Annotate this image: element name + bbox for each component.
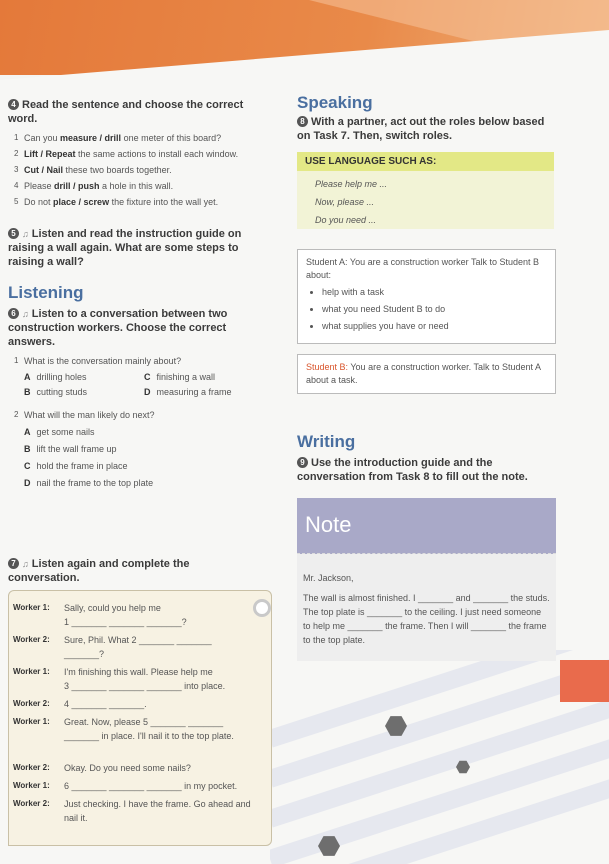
option[interactable]: A drilling holes: [24, 372, 87, 382]
task-8-instruction: 8 With a partner, act out the roles below based on Task 7. Then, switch roles.: [297, 116, 545, 142]
left-column: [8, 98, 270, 492]
question: 2 What will the man likely do next?: [14, 410, 155, 420]
task-4-list: [8, 131, 270, 209]
task-5-instruction: 5 ♫ Listen and read the instruction guide on raising a wall again. What are some steps to raising a wall?: [8, 228, 242, 268]
task-6-q1: [8, 354, 270, 368]
dialog-line: Worker 2: Sure, Phil. What 2 _______ _______ _______?: [13, 635, 212, 659]
dialog-line: Worker 2: Just checking. I have the frame. Go ahead and nail it.: [13, 799, 251, 823]
task-number-badge: 9: [297, 457, 308, 468]
task-number-badge: 7: [8, 558, 19, 569]
option[interactable]: A get some nails: [24, 427, 95, 437]
list-item: 1 Can you measure / drill one meter of this board?: [14, 133, 222, 143]
task-6-instruction: 6 ♫ Listen to a conversation between two construction workers. Choose the correct answers.: [8, 308, 228, 348]
list-item: • what supplies you have or need: [322, 320, 547, 333]
q2-options: [24, 424, 270, 492]
list-item: 5 Do not place / screw the fixture into the wall yet.: [14, 197, 219, 207]
dialog-line: Worker 1: Great. Now, please 5 _______ _______ _______ in place. I'll nail it to the top plate.: [13, 717, 234, 741]
language-box-heading: USE LANGUAGE SUCH AS:: [297, 152, 554, 171]
task-6-q2: [8, 408, 270, 422]
list-item: 2 Lift / Repeat the same actions to install each window.: [14, 149, 239, 159]
language-box: [297, 152, 554, 229]
dialog-line: Worker 2: 4 _______ _______.: [13, 699, 147, 709]
note-title: Note: [297, 498, 556, 554]
note-card: [297, 498, 556, 661]
option[interactable]: B cutting studs: [24, 387, 88, 397]
decorative-lines: [270, 650, 609, 864]
dialog-line: Worker 2: Okay. Do you need some nails?: [13, 763, 191, 773]
task-number-badge: 5: [8, 228, 19, 239]
listening-heading: Listening: [8, 283, 84, 302]
audio-icon[interactable]: ♫: [22, 309, 29, 319]
student-a-role-card: Student A: You are a construction worker Talk to Student B about: • help with a task • what you need Student B to do • what supplies you have or need: [297, 249, 556, 344]
right-column: [297, 93, 559, 484]
student-b-role-card: Student B: You are a construction worker. Talk to Student A about a task.: [297, 354, 556, 394]
list-item: • help with a task: [322, 286, 547, 299]
option[interactable]: B lift the wall frame up: [24, 444, 117, 454]
task-7-instruction: 7 ♫ Listen again and complete the conversation.: [8, 558, 190, 584]
q1-options: [24, 370, 270, 400]
option[interactable]: D nail the frame to the top plate: [24, 478, 154, 488]
question: 1 What is the conversation mainly about?: [14, 356, 182, 366]
option[interactable]: C hold the frame in place: [24, 461, 128, 471]
dialog-line: Worker 1: 6 _______ _______ _______ in my pocket.: [13, 781, 238, 791]
note-body: Mr. Jackson, The wall is almost finished. I _______ and _______ the studs. The top plate is _______ to the ceiling. I just need someone to help me _______ the frame. Then I will _______ the frame to the top plate.: [303, 573, 550, 645]
option[interactable]: D measuring a frame: [144, 387, 232, 397]
dialog-line: Worker 1: I'm finishing this wall. Please help me 3 _______ _______ _______ into place.: [13, 667, 226, 691]
list-item: • what you need Student B to do: [322, 303, 547, 316]
task-number-badge: 6: [8, 308, 19, 319]
task-number-badge: 4: [8, 99, 19, 110]
decorative-red-block: [560, 660, 609, 702]
speaking-heading: Speaking: [297, 93, 373, 112]
list-item: 4 Please drill / push a hole in this wall.: [14, 181, 174, 191]
conversation-box: [8, 590, 272, 846]
audio-icon[interactable]: ♫: [22, 229, 29, 239]
language-phrases: Please help me ... Now, please ... Do you need ...: [315, 179, 388, 225]
option[interactable]: C finishing a wall: [144, 372, 216, 382]
dialog-line: Worker 1: Sally, could you help me 1 _______ _______ _______?: [13, 603, 187, 627]
task-9-instruction: 9 Use the introduction guide and the conversation from Task 8 to fill out the note.: [297, 457, 528, 483]
writing-heading: Writing: [297, 432, 356, 451]
list-item: 3 Cut / Nail these two boards together.: [14, 165, 172, 175]
audio-icon[interactable]: ♫: [22, 559, 29, 569]
task-4-instruction: 4 Read the sentence and choose the correct word.: [8, 99, 244, 125]
task-number-badge: 8: [297, 116, 308, 127]
